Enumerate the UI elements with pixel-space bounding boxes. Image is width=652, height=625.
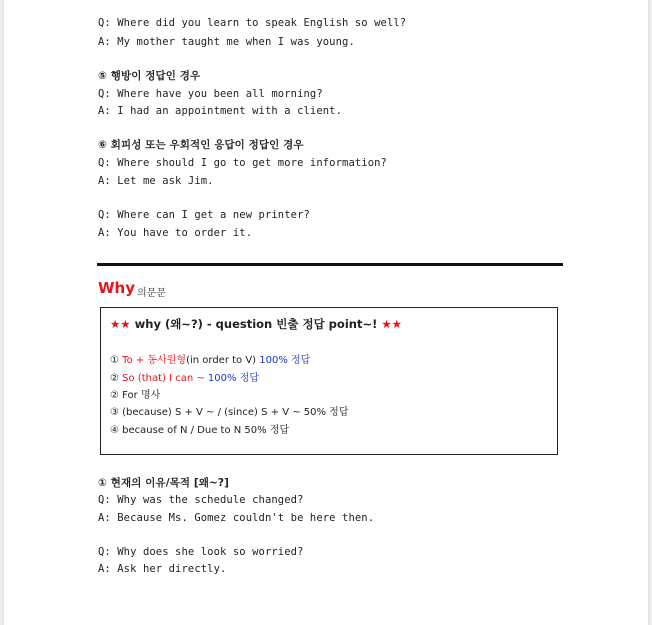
why-title: Why [98,279,136,297]
tip-item-plain: (in order to V) [186,355,260,366]
qa-answer-3: A: Let me ask Jim. [98,175,214,187]
tip-item-2 [110,369,259,384]
qa-answer-1: A: My mother taught me when I was young. [98,36,355,48]
qa-question-1: Q: Where did you learn to speak English so well? [98,17,407,29]
tip-item-4: ③ (because) S + V ~ / (since) S + V ~ 50% 정답 [110,407,349,418]
heading-case-6: ⑥ 회피성 또는 우회적인 응답이 정답인 경우 [98,139,304,151]
document-page [4,0,648,625]
qa-question-2: Q: Where have you been all morning? [98,88,323,100]
heading-case-5: ⑤ 행방이 정답인 경우 [98,70,201,82]
qa-question-3: Q: Where should I go to get more information? [98,157,387,169]
why-answer-2: A: Ask her directly. [98,563,227,575]
tip-item-5: ④ because of N / Due to N 50% 정답 [110,425,290,436]
tip-item-number: ① [110,355,123,366]
tip-item-number: ② [110,373,123,384]
heading-why-1: ① 현재의 이유/목적 [왜~?] [98,477,230,489]
tip-box-title-text: why (왜~?) - question 빈출 정답 point~! [130,317,382,331]
tip-item-blue: 100% 정답 [259,355,311,366]
why-answer-1: A: Because Ms. Gomez couldn't be here then. [98,512,375,524]
tip-item-1 [110,351,310,366]
why-question-1: Q: Why was the schedule changed? [98,494,304,506]
section-divider [97,263,563,266]
tip-item-3: ② For 명사 [110,390,161,401]
tip-box-title [110,316,402,332]
tip-item-blue: 100% 정답 [207,373,260,384]
qa-answer-2: A: I had an appointment with a client. [98,105,343,117]
qa-answer-4: A: You have to order it. [98,227,253,239]
qa-question-4: Q: Where can I get a new printer? [98,209,310,221]
why-tip-box [100,307,558,455]
why-subtitle: 의문문 [137,288,166,299]
star-icon: ★★ [110,317,131,331]
why-question-2: Q: Why does she look so worried? [98,546,304,558]
tip-item-red: So (that) I can ~ [122,373,208,384]
star-icon: ★★ [381,317,402,331]
tip-item-red: To + 동사원형 [122,355,187,366]
